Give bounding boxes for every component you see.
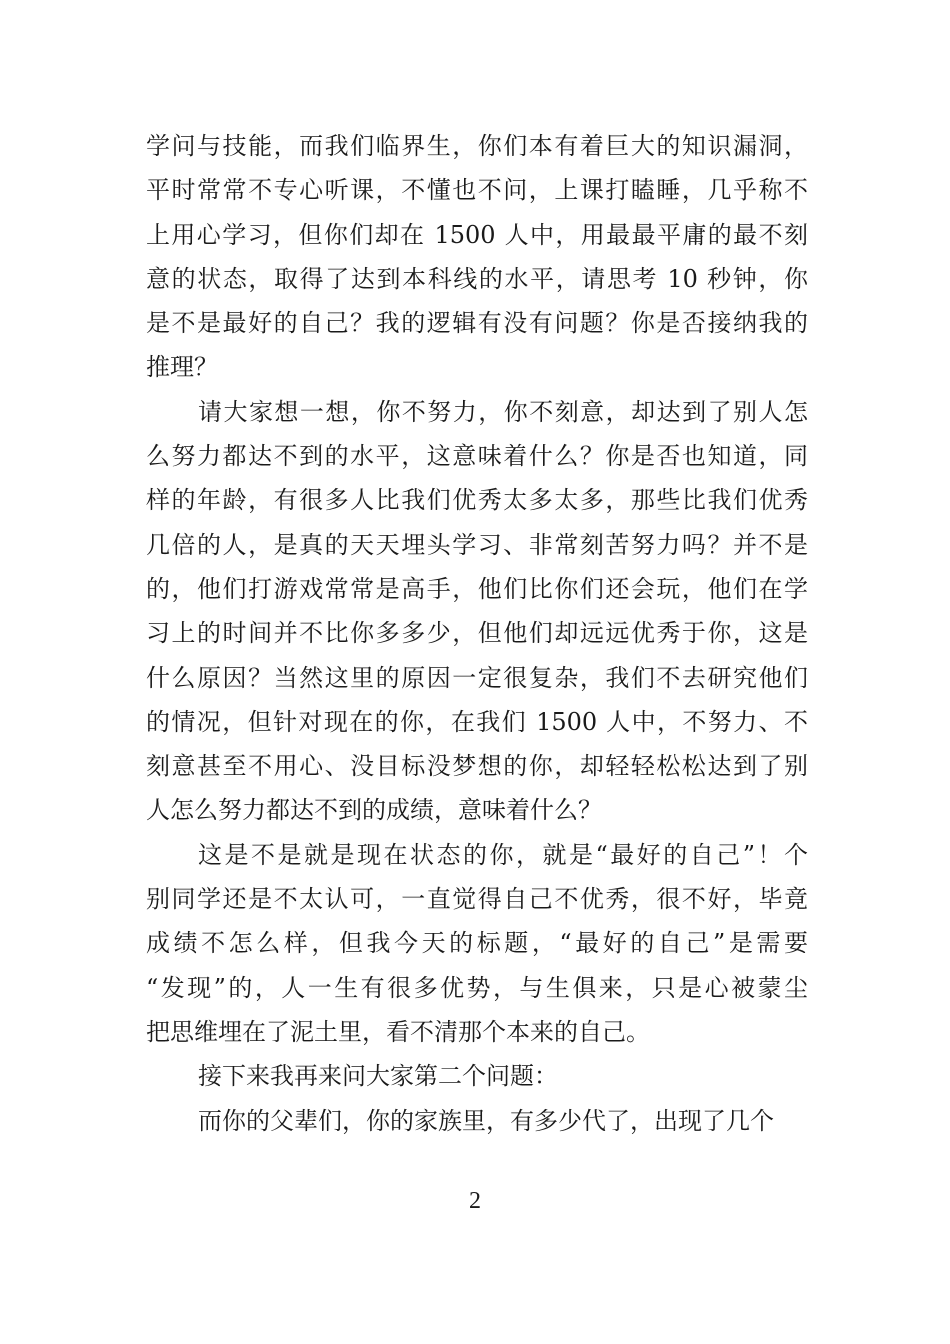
text-line: 平时常常不专心听课，不懂也不问，上课打瞌睡，几乎称不 <box>146 176 808 205</box>
text-line: 接下来我再来问大家第二个问题： <box>198 1062 558 1091</box>
text-line: 什么原因？当然这里的原因一定很复杂，我们不去研究他们 <box>146 663 808 692</box>
text-line: 而你的父辈们，你的家族里，有多少代了，出现了几个 <box>198 1106 774 1135</box>
text-line: “发现”的，人一生有很多优势，与生俱来，只是心被蒙尘 <box>146 973 808 1002</box>
text-line: 的，他们打游戏常常是高手，他们比你们还会玩，他们在学 <box>146 574 808 603</box>
text-line: 推理？ <box>146 353 218 382</box>
text-line: 人怎么努力都达不到的成绩，意味着什么？ <box>146 796 602 825</box>
text-line: 的情况，但针对现在的你，在我们 1500 人中，不努力、不 <box>146 707 808 736</box>
text-line: 把思维埋在了泥土里，看不清那个本来的自己。 <box>146 1017 650 1046</box>
text-line: 学问与技能，而我们临界生，你们本有着巨大的知识漏洞， <box>146 132 808 160</box>
text-line: 意的状态，取得了达到本科线的水平，请思考 10 秒钟，你 <box>146 264 808 293</box>
text-line: 这是不是就是现在状态的你，就是“最好的自己”！个 <box>198 840 808 869</box>
text-line: 几倍的人，是真的天天埋头学习、非常刻苦努力吗？并不是 <box>146 530 808 559</box>
paragraph <box>146 1099 808 1143</box>
page-number: 2 <box>469 1188 481 1214</box>
body-text <box>146 124 808 1143</box>
text-line: 习上的时间并不比你多多少，但他们却远远优秀于你，这是 <box>146 619 808 648</box>
paragraph <box>146 1054 808 1098</box>
paragraph <box>146 390 808 833</box>
text-line: 成绩不怎么样，但我今天的标题，“最好的自己”是需要 <box>146 929 808 958</box>
text-line: 样的年龄，有很多人比我们优秀太多太多，那些比我们优秀 <box>146 486 808 515</box>
text-line: 么努力都达不到的水平，这意味着什么？你是否也知道，同 <box>146 442 808 471</box>
text-line: 是不是最好的自己？我的逻辑有没有问题？你是否接纳我的 <box>146 309 808 338</box>
text-line: 别同学还是不太认可，一直觉得自己不优秀，很不好，毕竟 <box>146 885 808 914</box>
text-line: 上用心学习，但你们却在 1500 人中，用最最平庸的最不刻 <box>146 220 808 249</box>
paragraph <box>146 124 808 390</box>
text-line: 请大家想一想，你不努力，你不刻意，却达到了别人怎 <box>198 397 808 426</box>
text-line: 刻意甚至不用心、没目标没梦想的你，却轻轻松松达到了别 <box>146 752 808 781</box>
paragraph <box>146 833 808 1054</box>
